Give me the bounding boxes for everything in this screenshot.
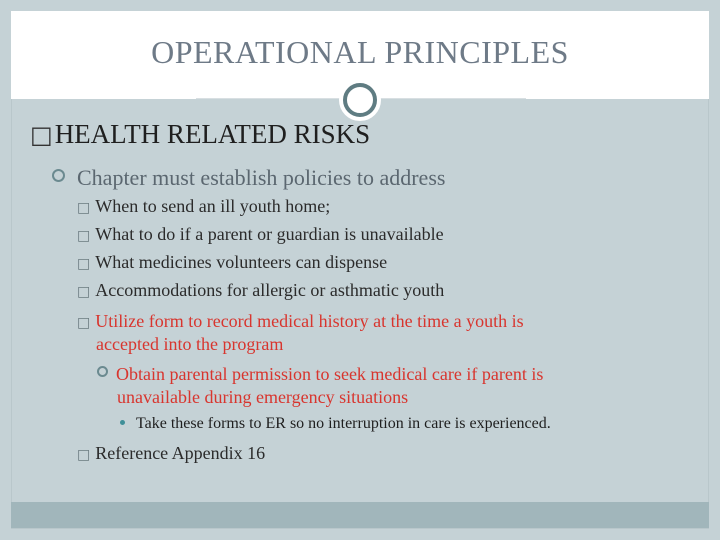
list-item-continuation <box>96 334 283 355</box>
checkbox-bullet-icon: □ <box>77 228 91 244</box>
list-item-text: What to do if a parent or guardian is unavailable <box>95 224 444 244</box>
subheading-row <box>52 165 445 191</box>
sub-sub-item-text: Take these forms to ER so no interruption in care is experienced. <box>136 415 551 432</box>
list-item-text: accepted into the program <box>96 334 284 354</box>
section-heading: HEALTH RELATED RISKS <box>54 119 371 149</box>
ring-bullet-icon <box>52 169 65 182</box>
sub-sub-item-row <box>120 415 551 433</box>
list-item-text: What medicines volunteers can dispense <box>95 252 388 272</box>
reference-row <box>77 443 265 464</box>
checkbox-bullet-icon: □ <box>30 121 53 149</box>
slide-title: OPERATIONAL PRINCIPLES <box>151 34 569 70</box>
sub-item-text: Obtain parental permission to seek medical care if parent is <box>116 364 544 384</box>
list-item <box>77 196 330 217</box>
ring-bullet-icon <box>97 366 108 377</box>
footer-band <box>11 502 709 528</box>
sub-item-row <box>97 364 543 385</box>
list-item <box>77 224 444 245</box>
list-item-text: Accommodations for allergic or asthmatic youth <box>95 280 445 300</box>
checkbox-bullet-icon: □ <box>77 447 91 463</box>
list-item <box>77 280 444 301</box>
list-item-text: Utilize form to record medical history at the time a youth is <box>95 311 524 331</box>
sub-item-text: unavailable during emergency situations <box>117 387 409 407</box>
list-item <box>77 252 387 273</box>
list-item <box>77 311 524 332</box>
list-item-text: When to send an ill youth home; <box>95 196 331 216</box>
checkbox-bullet-icon: □ <box>77 315 91 331</box>
subheading-text: Chapter must establish policies to address <box>77 165 446 190</box>
checkbox-bullet-icon: □ <box>77 256 91 272</box>
checkbox-bullet-icon: □ <box>77 200 91 216</box>
checkbox-bullet-icon: □ <box>77 284 91 300</box>
dot-bullet-icon <box>120 420 125 425</box>
reference-text: Reference Appendix 16 <box>95 443 266 463</box>
ring-ornament-icon <box>339 79 381 121</box>
sub-item-continuation <box>117 387 408 408</box>
heading-row <box>30 119 370 150</box>
